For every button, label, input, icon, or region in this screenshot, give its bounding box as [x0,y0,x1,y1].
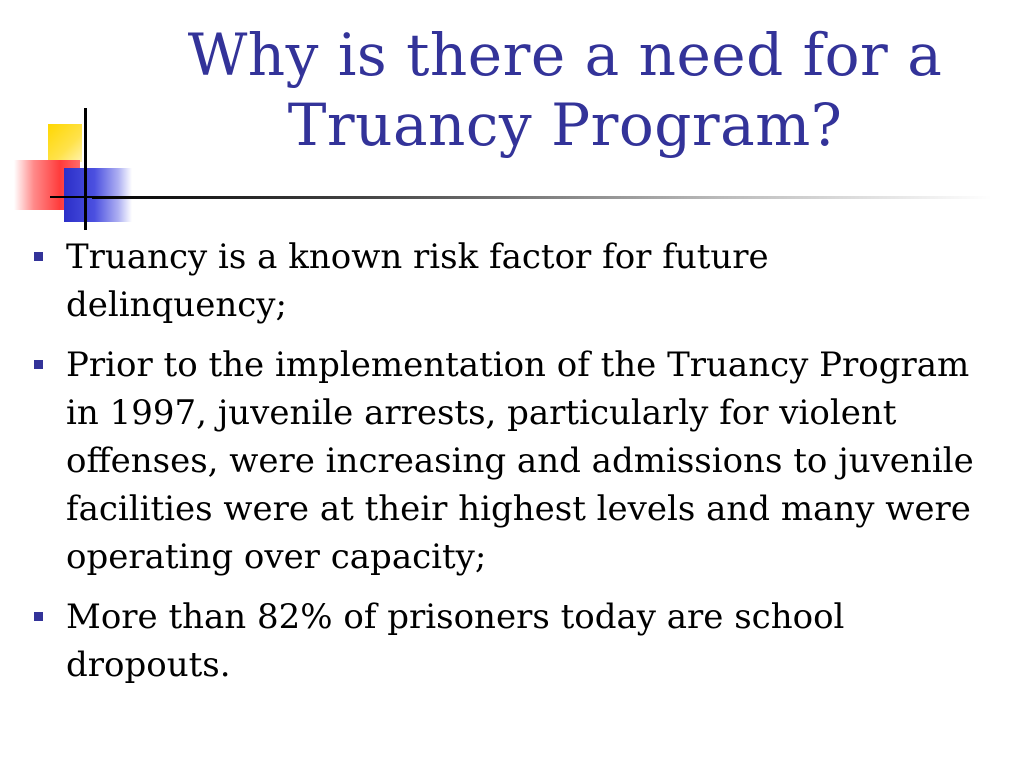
bullet-text: More than 82% of prisoners today are school dropouts. [66,597,845,685]
square-bullet-icon [34,360,43,369]
square-bullet-icon [34,612,43,621]
square-bullet-icon [34,252,43,261]
bullet-list [28,233,988,701]
bullet-text: Prior to the implementation of the Truancy Program in 1997, juvenile arrests, particularly for violent offenses, were increasing and admissions to juvenile facilities were at their highest levels and many were operating over capacity; [66,345,974,577]
logo-blue-square [64,168,132,222]
list-item [28,593,988,689]
list-item [28,341,988,581]
list-item [28,233,988,329]
logo-yellow-square [48,124,82,162]
slide-title: Why is there a need for a Truancy Program? [187,21,943,159]
bullet-text: Truancy is a known risk factor for future delinquency; [66,237,769,325]
title-divider [92,196,992,199]
logo-vertical-line [84,108,87,230]
